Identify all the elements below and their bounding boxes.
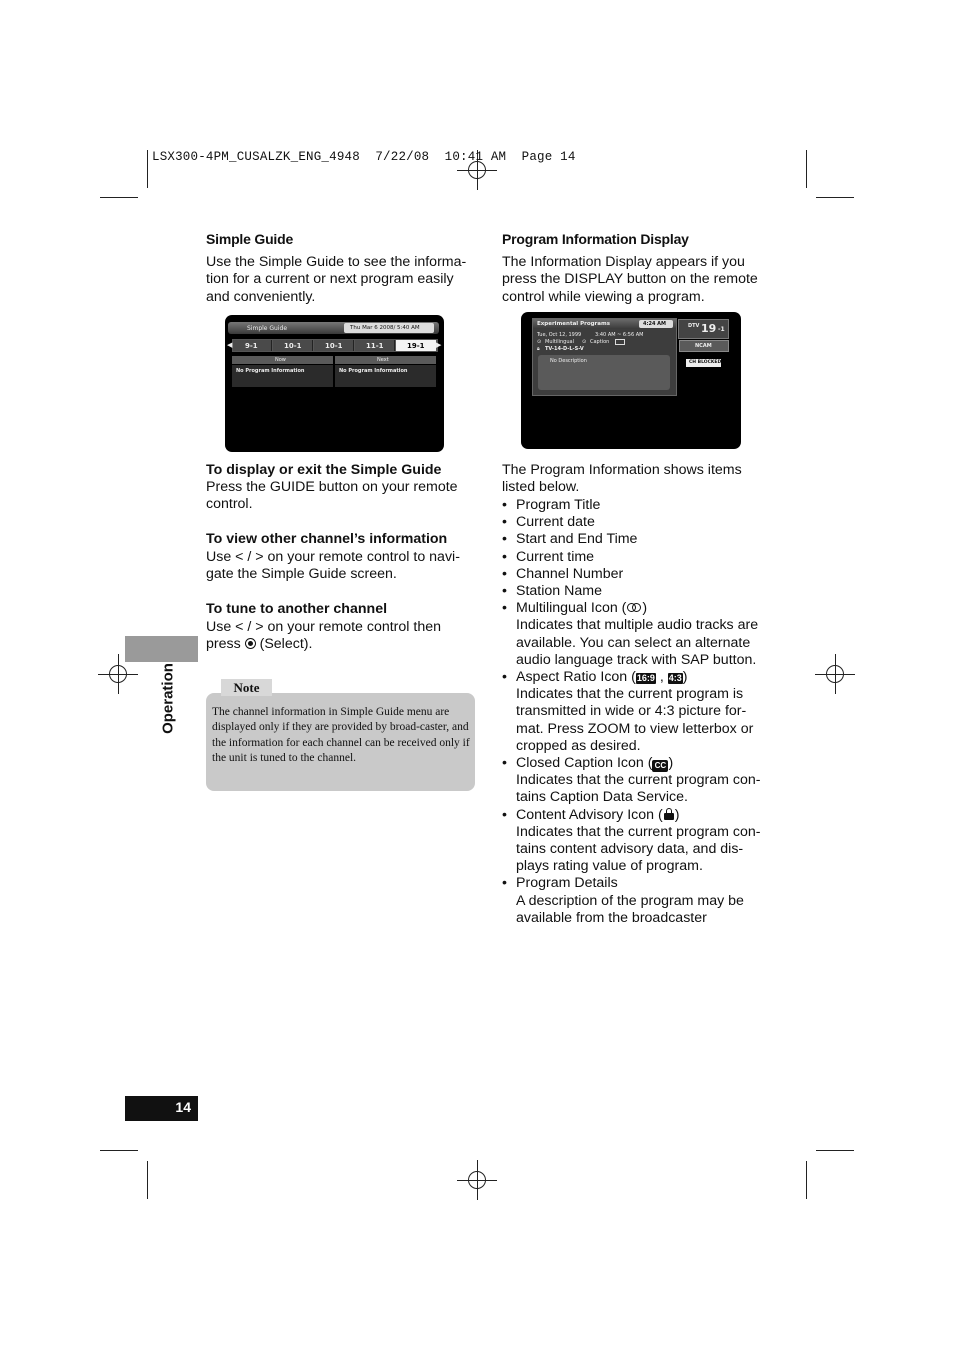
- guide-title: Simple Guide: [247, 325, 288, 332]
- program-info-intro: The Information Display appears if you press the DISPLAY button on the remote control while viewing a program.: [502, 254, 758, 305]
- tune-channel-text: Use < / > on your remote control then press (Select).: [206, 619, 442, 653]
- crop-mark: [100, 197, 138, 198]
- crop-mark: [806, 150, 807, 188]
- channel-left-arrow[interactable]: ◀: [227, 341, 233, 349]
- multilingual-label: Multilingual: [545, 339, 574, 345]
- channel-minor: -1: [718, 326, 725, 333]
- col-next-label: Next: [377, 357, 389, 363]
- list-item: • Closed Caption Icon ( CC ) Indicates that the current program con-tains Caption Data Service.: [502, 755, 761, 806]
- channel-major: 19: [701, 322, 717, 335]
- note-text: The channel information in Simple Guide menu are displayed only if they are provided by broad-caster, and the information for each channel can be received only if the unit is tuned to the channel.: [212, 706, 470, 764]
- list-intro: The Program Information shows items listed below.: [502, 462, 742, 496]
- page-number: 14: [125, 1096, 198, 1121]
- channel-tab[interactable]: 10-1: [314, 340, 354, 351]
- station-name: NCAM: [695, 343, 712, 349]
- section-title-program-info: Program Information Display: [502, 231, 689, 247]
- select-button-icon: [245, 638, 256, 649]
- crop-mark: [147, 150, 148, 188]
- program-description: No Description: [550, 358, 587, 364]
- guide-datetime: Thu Mar 6 2008/ 5:40 AM: [350, 325, 420, 331]
- subheading-display-exit: To display or exit the Simple Guide: [206, 462, 442, 478]
- list-item: • Program Title: [502, 497, 601, 513]
- crop-mark: [147, 1161, 148, 1199]
- channel-tab[interactable]: 10-1: [273, 340, 313, 351]
- list-item: • Channel Number: [502, 565, 624, 582]
- subheading-other-channel: To view other channel’s information: [206, 531, 448, 547]
- lock-icon: [663, 808, 675, 820]
- current-date: Tue, Oct 12, 1999: [537, 332, 582, 338]
- display-exit-text: Press the GUIDE button on your remote control.: [206, 479, 458, 513]
- channel-tab[interactable]: 11-1: [355, 340, 395, 351]
- closed-caption-icon: CC: [652, 760, 668, 772]
- list-item: • Program Details A description of the program may be available from the broadcaster: [502, 875, 744, 926]
- crop-mark: [816, 1150, 854, 1151]
- list-item: • Aspect Ratio Icon (16:9 , 4:3) Indicates that the current program is transmitted in wide or 4:3 picture for-mat. Press ZOOM to view letterbox or cropped as desired.: [502, 669, 754, 754]
- start-end-time: 3:40 AM ~ 6:56 AM: [595, 332, 644, 338]
- caption-label: Caption: [590, 339, 610, 345]
- list-item: • Current time: [502, 548, 595, 565]
- registration-mark: [815, 654, 855, 694]
- channel-right-arrow[interactable]: ▶: [436, 341, 442, 349]
- blocked-label: CH BLOCKED: [689, 360, 722, 365]
- list-item: • Multilingual Icon ( ) Indicates that multiple audio tracks are available. You can select an alternate audio language track with SAP button.: [502, 600, 759, 668]
- channel-tab-selected[interactable]: 19-1: [396, 340, 436, 351]
- program-title: Experimental Programs: [537, 321, 610, 327]
- lock-icon: 🔒︎: [537, 346, 540, 352]
- channel-tab[interactable]: 9-1: [233, 340, 272, 351]
- list-item: • Station Name: [502, 583, 602, 600]
- crop-mark: [806, 1161, 807, 1199]
- aspect-16-9-icon: 16:9: [636, 673, 655, 684]
- program-info-list: [502, 497, 772, 927]
- section-title-simple-guide: Simple Guide: [206, 231, 294, 247]
- dtv-label: DTV: [688, 323, 700, 329]
- now-info: No Program Information: [236, 368, 305, 374]
- rating: TV-14-D-L-S-V: [545, 346, 584, 352]
- current-time: 4:24 AM: [643, 321, 667, 327]
- list-item: • Current date: [502, 514, 595, 531]
- aspect-icon: [615, 339, 625, 345]
- subheading-tune-channel: To tune to another channel: [206, 601, 388, 617]
- next-info: No Program Information: [339, 368, 408, 374]
- program-info-screenshot: [521, 312, 741, 449]
- list-item: • Content Advisory Icon ( ) Indicates that the current program con-tains content advisory data, and dis-plays rating value of program.: [502, 806, 761, 875]
- note-label: Note: [221, 679, 272, 696]
- crop-mark: [100, 1150, 138, 1151]
- simple-guide-screenshot: [225, 315, 444, 452]
- other-channel-text: Use < / > on your remote control to navi-gate the Simple Guide screen.: [206, 549, 460, 583]
- caption-icon: ⊙: [582, 339, 587, 345]
- print-slug: LSX300-4PM_CUSALZK_ENG_4948 7/22/08 10:41 AM Page 14: [152, 150, 576, 164]
- multilingual-icon: [626, 602, 642, 613]
- crop-mark: [816, 197, 854, 198]
- aspect-4-3-icon: 4:3: [668, 673, 682, 684]
- multilingual-icon: ⊙: [537, 339, 542, 345]
- section-side-label: Operation: [159, 663, 177, 734]
- simple-guide-intro: Use the Simple Guide to see the informa-tion for a current or next program easily and conveniently.: [206, 254, 467, 305]
- list-item: • Start and End Time: [502, 531, 638, 548]
- registration-mark: [457, 1160, 497, 1200]
- col-now-label: Now: [275, 357, 286, 363]
